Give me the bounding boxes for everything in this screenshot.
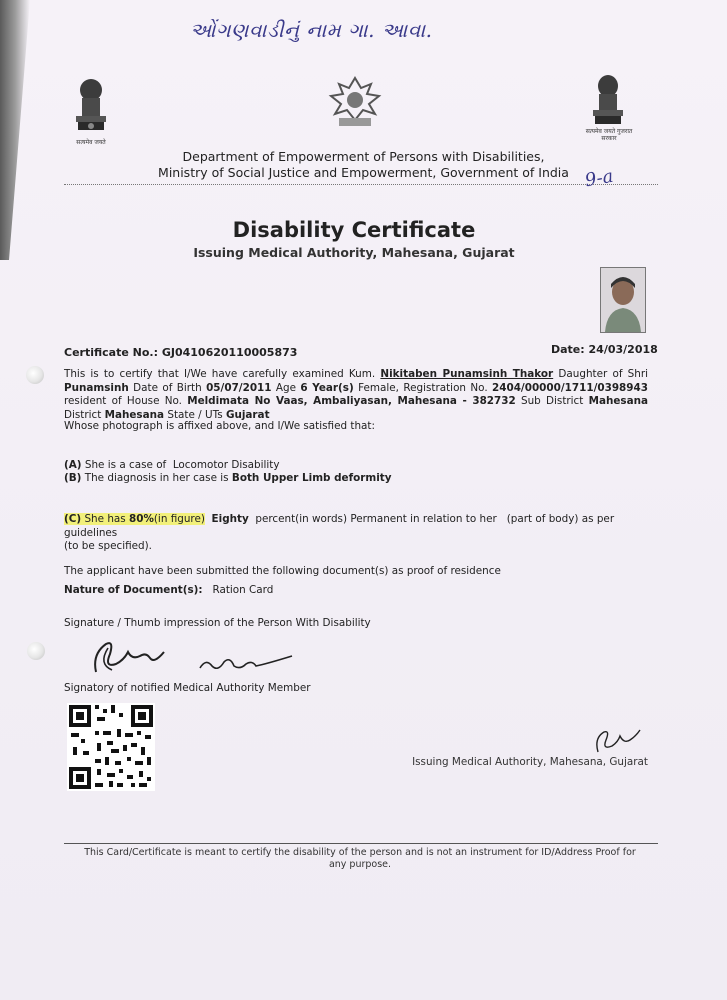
certificate-title: Disability Certificate <box>232 218 476 242</box>
certificate-number: Certificate No.: GJ0410620110005873 <box>64 346 298 359</box>
emblem-left-caption: सत्यमेव जयते <box>76 139 106 146</box>
applicant-signature-icon <box>88 634 170 678</box>
issuing-authority-label: Issuing Medical Authority, Mahesana, Gujarat <box>412 756 648 768</box>
footer-disclaimer: This Card/Certificate is meant to certify the disability of the person and is not an instrument for ID/Address Proof for any purpose. <box>84 847 636 870</box>
applicant-photo <box>600 267 646 333</box>
national-emblem-left-icon <box>70 76 112 142</box>
issuing-authority-signature-icon <box>592 724 644 756</box>
certification-paragraph: This is to certify that I/We have carefully examined Kum. Nikitaben Punamsinh Thakor Daughter of Shri Punamsinh Date of Birth 05/07/2011 Age 6 Year(s) Female, Registration No. 2404/00000/1711/0398943 resident of House No. Meldimata No Vaas, Ambaliyasan, Mahesana - 382732 Sub District Mahesana District Mahesana State / UTs Gujarat <box>64 368 649 421</box>
certificate-date: Date: 24/03/2018 <box>551 343 658 356</box>
department-logo-icon <box>325 74 385 130</box>
item-c: (C) She has 80%(in figure) Eighty percent(in words) Permanent in relation to her (part of body) as per guidelines (to be specified). <box>64 513 615 552</box>
national-emblem-right-icon <box>588 72 628 128</box>
item-b: (B) The diagnosis in her case is Both Upper Limb deformity <box>64 472 392 484</box>
header-divider <box>64 184 658 185</box>
emblem-right-caption: सत्यमेव जयते गुजरात सरकार <box>585 128 633 142</box>
punch-hole-bottom <box>27 642 45 660</box>
item-a: (A) She is a case of Locomotor Disability <box>64 459 280 471</box>
nature-of-documents: Nature of Document(s): Ration Card <box>64 584 274 596</box>
residence-statement: The applicant have been submitted the following document(s) as proof of residence <box>64 565 501 577</box>
header-ministry: Ministry of Social Justice and Empowerment, Government of India <box>158 165 569 180</box>
signatory-label: Signatory of notified Medical Authority Member <box>64 682 311 694</box>
handwritten-mark: 9-a <box>583 165 615 192</box>
header-department: Department of Empowerment of Persons with Disabilities, <box>182 149 545 164</box>
footer-divider <box>64 843 658 844</box>
certificate-subtitle: Issuing Medical Authority, Mahesana, Gujarat <box>193 245 515 260</box>
photo-statement: Whose photograph is affixed above, and I/We satisfied that: <box>64 420 375 432</box>
signature-label: Signature / Thumb impression of the Person With Disability <box>64 617 371 629</box>
officer-signature-icon <box>196 648 296 676</box>
handwritten-note: ઓંગણવાડીનું નામ ગા. આવા. <box>190 18 433 42</box>
punch-hole-top <box>26 366 44 384</box>
qr-code-icon <box>67 703 155 791</box>
